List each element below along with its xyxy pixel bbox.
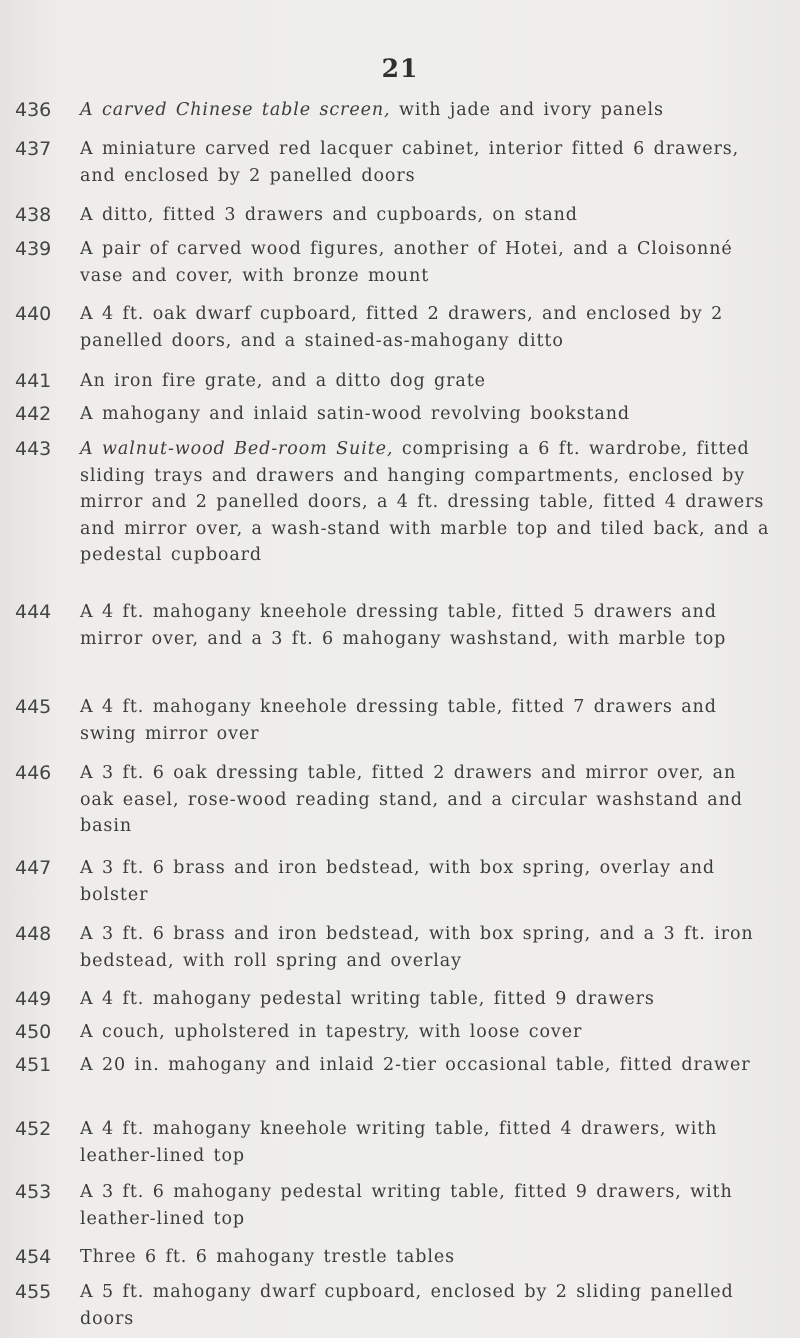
- lot-entry: [0, 1279, 800, 1338]
- lot-description: A 5 ft. mahogany dwarf cupboard, enclosed by 2 sliding panelled doors: [80, 1282, 734, 1329]
- lot-description: A 3 ft. 6 mahogany pedestal writing table, fitted 9 drawers, with leather-lined top: [80, 1182, 733, 1229]
- lot-number: 451: [15, 1054, 52, 1076]
- lot-number: 438: [15, 204, 52, 226]
- lot-description: A 20 in. mahogany and inlaid 2-tier occasional table, fitted drawer: [80, 1055, 751, 1075]
- lot-number: 447: [15, 857, 52, 879]
- lot-description: [80, 97, 770, 124]
- lot-description: A mahogany and inlaid satin-wood revolving bookstand: [80, 404, 631, 424]
- lot-number: 437: [15, 138, 52, 160]
- lot-description: A pair of carved wood figures, another of Hotei, and a Cloisonné vase and cover, with bronze mount: [80, 239, 733, 286]
- lot-number: 440: [15, 303, 52, 325]
- lot-body: comprising a 6 ft. wardrobe, fitted sliding trays and drawers and hanging compartments, enclosed by mirror and 2 panelled doors, a 4 ft. dressing table, fitted 4 drawers and mirror over, a wash-stand with marble top and tiled back, and a pedestal cupboard: [80, 439, 770, 565]
- lot-number: 445: [15, 696, 52, 718]
- lot-number: 450: [15, 1021, 52, 1043]
- lot-body: with jade and ivory panels: [390, 100, 664, 120]
- lot-description: A 4 ft. mahogany pedestal writing table, fitted 9 drawers: [80, 989, 655, 1009]
- lot-number: 454: [15, 1246, 52, 1268]
- lot-description: A 3 ft. 6 oak dressing table, fitted 2 drawers and mirror over, an oak easel, rose-wood reading stand, and a circular washstand and basin: [80, 763, 743, 836]
- lot-description: A 4 ft. mahogany kneehole dressing table, fitted 5 drawers and mirror over, and a 3 ft. 6 mahogany washstand, with marble top: [80, 602, 727, 649]
- lot-number: 443: [15, 438, 52, 460]
- lot-description: A ditto, fitted 3 drawers and cupboards, on stand: [80, 205, 578, 225]
- lot-description: A 4 ft. mahogany kneehole writing table, fitted 4 drawers, with leather-lined top: [80, 1119, 718, 1166]
- lot-number: 448: [15, 923, 52, 945]
- lot-number: 441: [15, 370, 52, 392]
- lot-number: 449: [15, 988, 52, 1010]
- lot-description: A 4 ft. mahogany kneehole dressing table, fitted 7 drawers and swing mirror over: [80, 697, 717, 744]
- lot-description: A 3 ft. 6 brass and iron bedstead, with box spring, overlay and bolster: [80, 858, 716, 905]
- lot-description: A 4 ft. oak dwarf cupboard, fitted 2 drawers, and enclosed by 2 panelled doors, and a stained-as-mahogany ditto: [80, 304, 724, 351]
- lot-number: 446: [15, 762, 52, 784]
- lot-number: 439: [15, 238, 52, 260]
- page-number: 21: [381, 54, 419, 83]
- lot-number: 452: [15, 1118, 52, 1140]
- lot-number: 453: [15, 1181, 52, 1203]
- lot-number: 444: [15, 601, 52, 623]
- lot-number: 455: [15, 1281, 52, 1303]
- lot-lead: A carved Chinese table screen,: [80, 100, 391, 120]
- lot-description: A couch, upholstered in tapestry, with loose cover: [80, 1022, 583, 1042]
- lot-lead: A walnut-wood Bed-room Suite,: [80, 439, 394, 459]
- lot-number: 436: [15, 99, 52, 121]
- lot-number: 442: [15, 403, 52, 425]
- lot-description: A 3 ft. 6 brass and iron bedstead, with box spring, and a 3 ft. iron bedstead, with roll spring and overlay: [80, 924, 754, 971]
- lot-description: An iron fire grate, and a ditto dog grate: [80, 371, 486, 391]
- lot-description: Three 6 ft. 6 mahogany trestle tables: [80, 1247, 455, 1267]
- lot-description: A miniature carved red lacquer cabinet, interior fitted 6 drawers, and enclosed by 2 panelled doors: [80, 139, 740, 186]
- lot-description: [80, 436, 770, 569]
